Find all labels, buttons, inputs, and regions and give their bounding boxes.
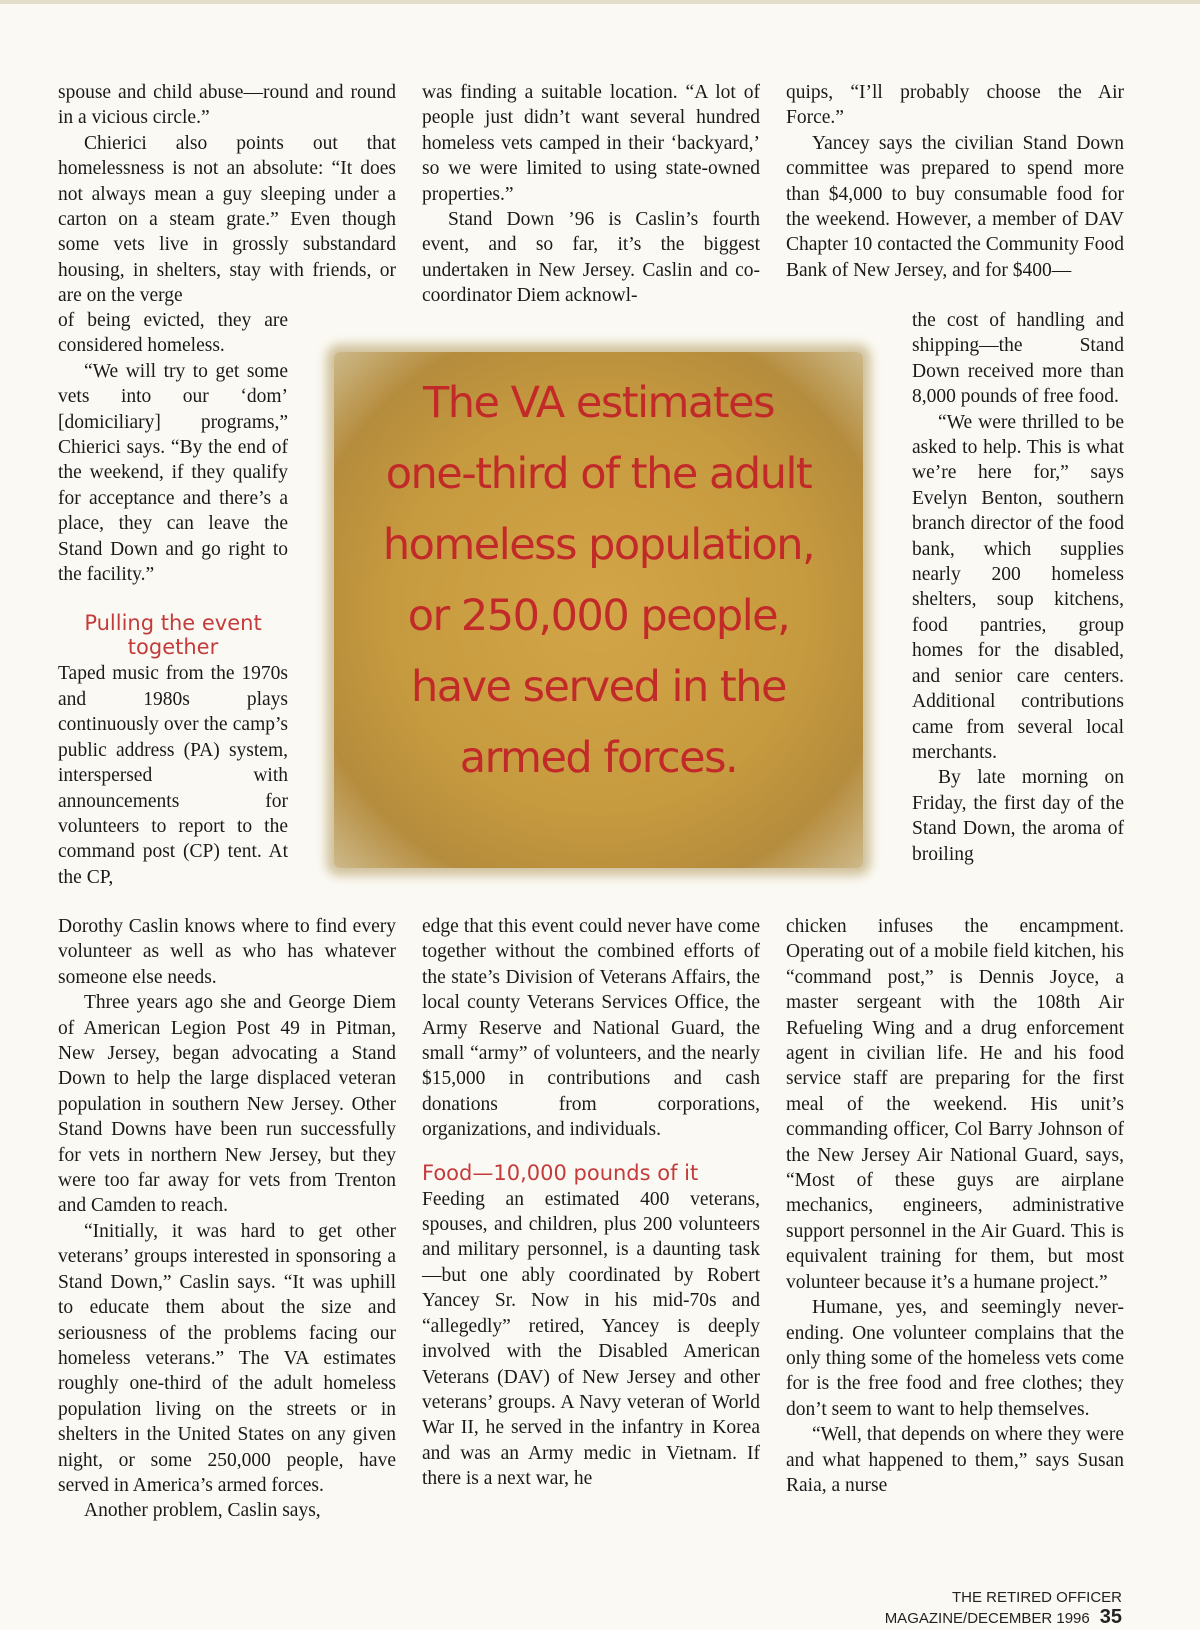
column-1-top [58,80,396,309]
column-1-wrap [58,308,288,890]
pull-quote-line: have served in the [410,662,786,712]
page-top-edge [0,0,1200,4]
pull-quote-line: homeless population, [382,520,815,570]
paragraph: Feeding an estimated 400 veterans, spouses, and children, plus 200 volunteers and military personnel, is a daunting task—but one ably coordinated by Robert Yancey Sr. Now in his mid-70s and “allegedly” retired, Yancey is deeply involved with the Disabled American Veterans (DAV) of New Jersey and other veterans’ groups. A Navy veteran of World War II, he served in the infantry in Korea and was an Army medic in Vietnam. If there is a next war, he [422,1188,760,1490]
pull-quote-line: armed forces. [459,733,738,783]
paragraph: Another problem, Caslin says, [84,1500,321,1522]
paragraph: Taped music from the 1970s and 1980s plays continuously over the camp’s public address (PA) system, interspersed with announcements for volunteers to report to the command post (CP) tent. At the CP, [58,663,288,888]
paragraph: Dorothy Caslin knows where to find every volunteer as well as who has whatever someone else needs. [58,916,396,988]
paragraph: Humane, yes, and seemingly never-ending. One volunteer complains that the only thing some of the homeless vets come for is the free food and free clothes; they don’t seem to want to help themselves. [786,1297,1124,1420]
pull-quote-line: one-third of the adult [385,449,812,499]
paragraph: spouse and child abuse—round and round in a vicious circle.” [58,82,396,129]
paragraph: was finding a suitable location. “A lot of people just didn’t want several hundred homeless vets camped in their ‘backyard,’ so we were limited to using state-owned properties.” [422,82,760,205]
magazine-issue: THE RETIRED OFFICER MAGAZINE/DECEMBER 1996 [884,1589,1122,1627]
paragraph: quips, “I’ll probably choose the Air Force.” [786,82,1124,129]
column-3-bottom [786,914,1124,1498]
column-2-bottom [422,914,760,1492]
pull-quote-line: or 250,000 people, [407,591,790,641]
paragraph: Yancey says the civilian Stand Down committee was prepared to spend more than $4,000 to buy consumable food for the weekend. However, a member of DAV Chapter 10 contacted the Community Food Bank of New Jersey, and for $400— [786,132,1124,281]
paragraph: “We were thrilled to be asked to help. This is what we’re here for,” says Evelyn Benton, southern branch director of the food bank, which supplies nearly 200 homeless shelters, soup kitchens, food pantries, group homes for the disabled, and senior care centers. Additional contributions came from several local merchants. [912,411,1124,763]
pull-quote-line: The VA estimates [422,378,774,428]
paragraph: Chierici also points out that homelessness is not an absolute: “It does not always mean a guy sleeping under a carton on a steam grate.” Even though some vets live in grossly substandard housing, in shelters, stay with friends, or are on the verge [58,132,396,307]
paragraph: By late morning on Friday, the first day of the Stand Down, the aroma of broiling [912,767,1124,865]
subhead-food: Food—10,000 pounds of it [422,1160,699,1185]
page-footer [792,1589,1122,1629]
paragraph: chicken infuses the encampment. Operating out of a mobile field kitchen, his “command post,” is Dennis Joyce, a master sergeant with the 108th Air Refueling Wing and a drug enforcement agent in civilian life. He and his food service staff are preparing for the first meal of the weekend. His unit’s commanding officer, Col Barry Johnson of the New Jersey Air National Guard, says, “Most of these guys are airplane mechanics, engineers, administrative support personnel in the Air Guard. This is equivalent training for them, but most volunteer because it’s a humane project.” [786,916,1124,1293]
paragraph: edge that this event could never have come together without the combined efforts of the state’s Division of Veterans Affairs, the local county Veterans Services Office, the Army Reserve and National Guard, the small “army” of volunteers, and the nearly $15,000 in contributions and cash donations from corporations, organizations, and individuals. [422,916,760,1141]
column-2-top [422,80,760,309]
subhead-pulling-event: Pulling the event together [84,611,262,660]
paragraph: Three years ago she and George Diem of American Legion Post 49 in Pitman, New Jersey, began advocating a Stand Down to help the large displaced veteran population in southern New Jersey. Other Stand Downs have been run successfully for vets in northern New Jersey, but they were too far away for vets from Trenton and Camden to reach. [58,992,396,1217]
column-3-top [786,80,1124,283]
paragraph: of being evicted, they are considered homeless. [58,310,288,357]
pull-quote [326,340,871,880]
pull-quote-text [336,368,861,794]
column-1-bottom [58,914,396,1524]
paragraph: the cost of handling and shipping—the Stand Down received more than 8,000 pounds of free food. [912,310,1124,408]
paragraph: “Initially, it was hard to get other veterans’ groups interested in sponsoring a Stand Down,” Caslin says. “It was uphill to educate them about the size and seriousness of the problems facing our homeless veterans.” The VA estimates roughly one-third of the adult homeless population living on the streets or in shelters in the United States on any given night, or some 250,000 people, have served in America’s armed forces. [58,1220,396,1496]
paragraph: “Well, that depends on where they were and what happened to them,” says Susan Raia, a nurse [786,1424,1124,1496]
column-3-wrap [912,308,1124,867]
page-number: 35 [1099,1606,1122,1628]
paragraph: “We will try to get some vets into our ‘dom’ [domiciliary] programs,” Chierici says. “By the end of the weekend, if they qualify for acceptance and there’s a place, they can leave the Stand Down and go right to the facility.” [58,360,288,586]
paragraph: Stand Down ’96 is Caslin’s fourth event, and so far, it’s the biggest undertaken in New Jersey. Caslin and co-coordinator Diem acknowl- [422,209,760,307]
